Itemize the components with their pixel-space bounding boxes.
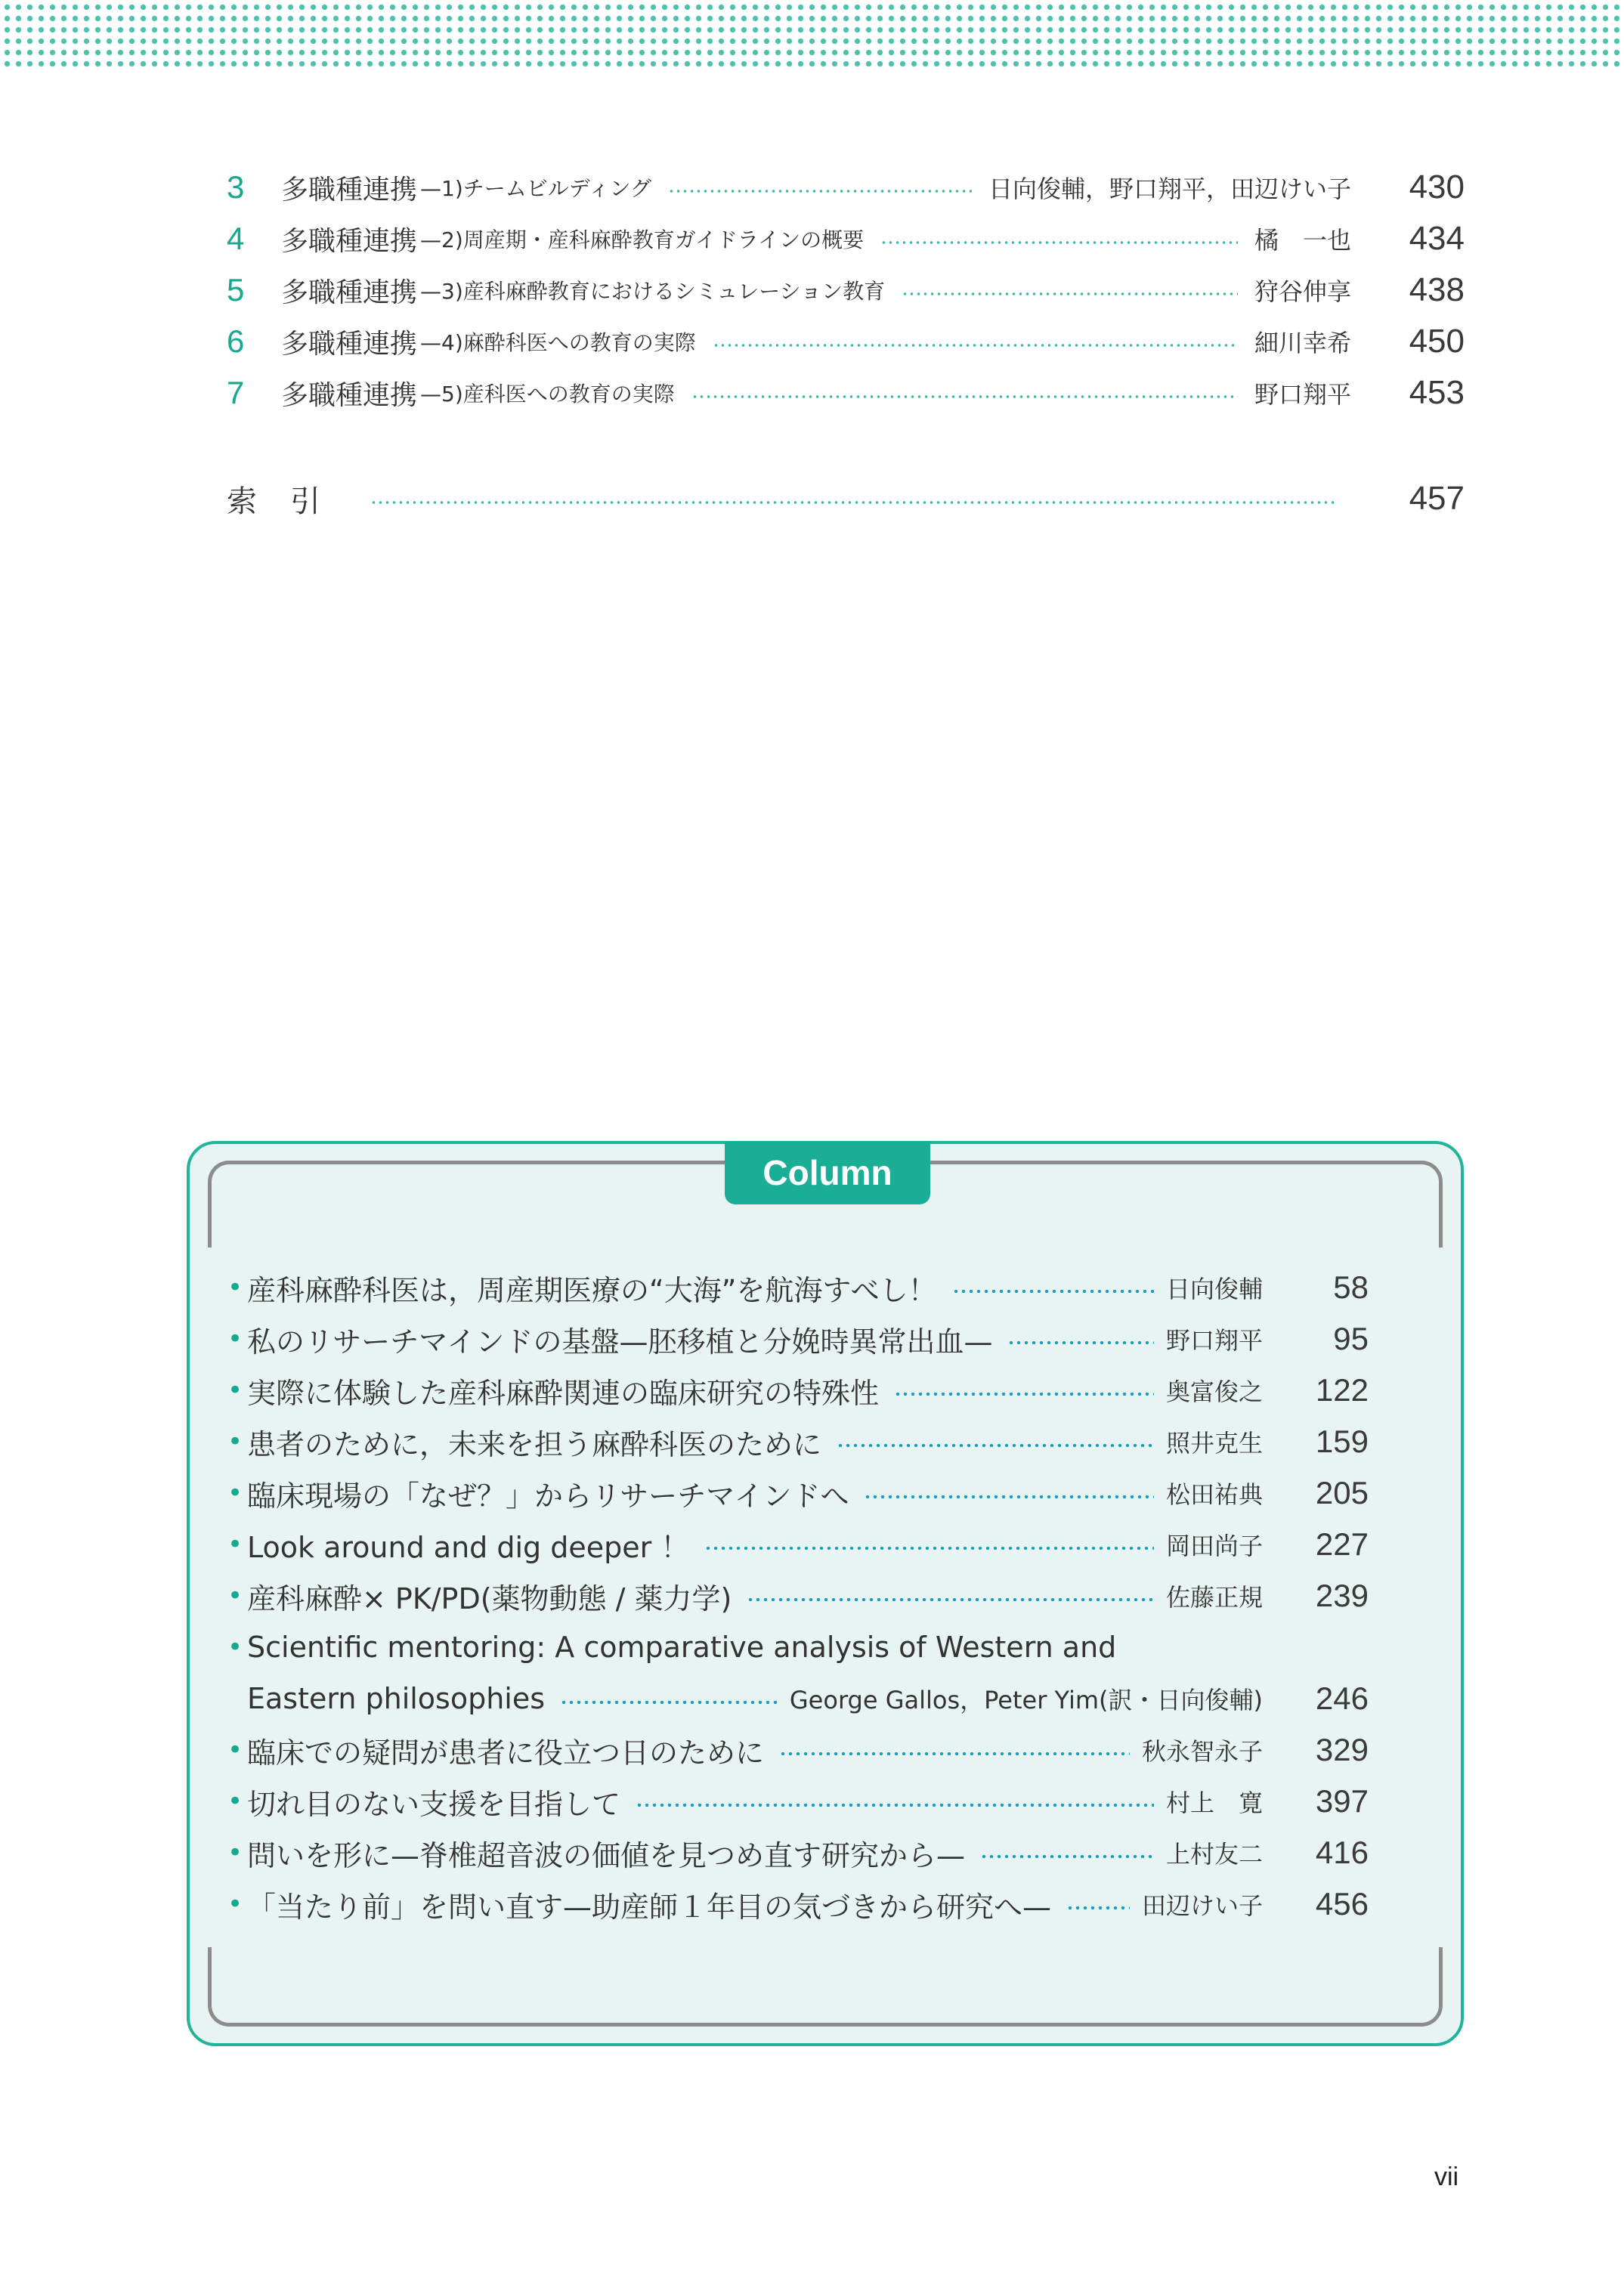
dot-leader [894, 1393, 1154, 1396]
bullet-icon: • [227, 1889, 243, 1919]
column-title: 実際に体験した産科麻酔関連の臨床研究の特殊性 [247, 1376, 880, 1410]
toc-row[interactable] [227, 264, 1465, 316]
column-page: 159 [1315, 1424, 1369, 1459]
chapter-number: 5 [227, 272, 245, 308]
column-author: 秋永智永子 [1141, 1737, 1263, 1766]
column-title: 問いを形に—脊椎超音波の価値を見つめ直す研究から— [247, 1838, 966, 1872]
dot-leader [864, 1495, 1154, 1498]
dot-leader [837, 1444, 1154, 1447]
bullet-icon: • [227, 1838, 243, 1868]
dot-leader [1066, 1906, 1130, 1909]
column-heading: Column [725, 1141, 930, 1204]
bullet-icon: • [227, 1272, 243, 1303]
dot-leader [370, 501, 1335, 504]
column-title: 産科麻酔× PK/PD(薬物動態 / 薬力学) [247, 1581, 732, 1615]
dot-leader [704, 1547, 1154, 1550]
column-author: 上村友二 [1165, 1840, 1263, 1869]
column-item-line2[interactable] [227, 1673, 1369, 1724]
toc-author: 狩谷伸享 [1254, 277, 1351, 306]
column-page: 227 [1315, 1526, 1369, 1562]
index-page: 457 [1409, 480, 1465, 517]
column-page: 239 [1315, 1578, 1369, 1613]
column-author: George Gallos，Peter Yim(訳・日向俊輔) [789, 1686, 1263, 1714]
toc-title: 多職種連携 [281, 174, 418, 206]
column-title: Scientific mentoring: A comparative analysis of Western and [247, 1631, 1117, 1664]
column-page: 205 [1315, 1475, 1369, 1510]
toc-subtitle: —4)麻酔科医への教育の実際 [420, 330, 696, 355]
bullet-icon: • [227, 1324, 243, 1354]
column-item[interactable] [227, 1827, 1369, 1878]
dot-leader [779, 1752, 1130, 1755]
dot-leader [636, 1804, 1154, 1807]
toc-title: 多職種連携 [281, 277, 418, 308]
toc-subtitle: —3)産科麻酔教育におけるシミュレーション教育 [420, 279, 886, 304]
dot-leader [980, 1855, 1154, 1858]
toc-title: 多職種連携 [281, 328, 418, 360]
toc-subtitle: —1)チームビルディング [420, 176, 651, 201]
bullet-icon: • [227, 1786, 243, 1816]
column-title: 臨床現場の「なぜ？」からリサーチマインドへ [247, 1479, 849, 1513]
bracket-bottom [208, 1947, 1443, 2027]
index-row[interactable] [227, 471, 1465, 526]
toc-title: 多職種連携 [281, 379, 418, 411]
dot-leader [713, 344, 1238, 347]
column-item[interactable] [227, 1365, 1369, 1416]
column-page: 95 [1333, 1321, 1369, 1356]
toc-author: 野口翔平 [1254, 380, 1351, 409]
column-page: 329 [1315, 1732, 1369, 1767]
column-author: 照井克生 [1165, 1429, 1263, 1458]
toc-row[interactable] [227, 213, 1465, 264]
column-title: 産科麻酔科医は，周産期医療の“大海”を航海すべし！ [247, 1273, 937, 1307]
toc-page: 438 [1409, 271, 1465, 308]
bullet-icon: • [227, 1735, 243, 1765]
dot-leader [747, 1598, 1154, 1601]
bullet-icon: • [227, 1632, 243, 1662]
column-author: 日向俊輔 [1165, 1275, 1263, 1303]
column-author: 田辺けい子 [1141, 1891, 1263, 1920]
column-item[interactable] [227, 1776, 1369, 1827]
column-title: Look around and dig deeper ！ [247, 1530, 690, 1564]
toc-author: 細川幸希 [1254, 329, 1351, 357]
column-page: 246 [1315, 1680, 1369, 1716]
column-page: 456 [1315, 1886, 1369, 1922]
bullet-icon: • [227, 1427, 243, 1457]
chapter-number: 3 [227, 169, 245, 205]
column-box [187, 1141, 1464, 2046]
dot-leader [902, 292, 1238, 295]
column-author: 松田祐典 [1165, 1480, 1263, 1509]
column-item-line1[interactable] [227, 1622, 1369, 1673]
dot-leader [952, 1290, 1154, 1293]
toc-author: 日向俊輔，野口翔平，田辺けい子 [988, 175, 1351, 203]
column-title: 「当たり前」を問い直す—助産師１年目の気づきから研究へ— [247, 1890, 1052, 1924]
bullet-icon: • [227, 1375, 243, 1405]
toc-page: 450 [1409, 323, 1465, 360]
dot-leader [691, 395, 1238, 398]
column-author: 野口翔平 [1165, 1326, 1263, 1355]
column-author: 岡田尚子 [1165, 1532, 1263, 1560]
column-title: 臨床での疑問が患者に役立つ日のために [247, 1736, 765, 1770]
column-item[interactable] [227, 1570, 1369, 1622]
column-item[interactable] [227, 1416, 1369, 1467]
dot-leader [668, 190, 972, 193]
dot-leader [1007, 1341, 1154, 1344]
dot-pattern-header [0, 0, 1624, 70]
column-author: 奥富俊之 [1165, 1377, 1263, 1406]
dot-leader [880, 241, 1238, 244]
column-title: 私のリサーチマインドの基盤—胚移植と分娩時異常出血— [247, 1325, 993, 1359]
column-item[interactable] [227, 1467, 1369, 1519]
column-item[interactable] [227, 1262, 1369, 1313]
column-item[interactable] [227, 1519, 1369, 1570]
column-author: 村上 寛 [1165, 1789, 1263, 1817]
toc-row[interactable] [227, 367, 1465, 419]
index-label: 索引 [227, 484, 354, 519]
chapter-number: 6 [227, 323, 245, 359]
toc-page: 453 [1409, 374, 1465, 411]
bullet-icon: • [227, 1581, 243, 1611]
column-title: 切れ目のない支援を目指して [247, 1787, 621, 1821]
column-list [227, 1262, 1369, 1930]
bullet-icon: • [227, 1529, 243, 1560]
column-title-continued: Eastern philosophies [247, 1682, 546, 1715]
page-number: vii [1434, 2163, 1459, 2191]
column-title: 患者のために，未来を担う麻酔科医のために [247, 1427, 822, 1461]
column-page: 58 [1333, 1269, 1369, 1305]
toc-subtitle: —5)産科医への教育の実際 [420, 382, 675, 407]
bullet-icon: • [227, 1478, 243, 1508]
table-of-contents [227, 162, 1465, 526]
toc-author: 橘 一也 [1254, 226, 1351, 255]
column-item[interactable] [227, 1878, 1369, 1930]
toc-title: 多職種連携 [281, 225, 418, 257]
column-page: 122 [1315, 1372, 1369, 1408]
column-item[interactable] [227, 1724, 1369, 1776]
toc-row[interactable] [227, 162, 1465, 213]
column-item[interactable] [227, 1313, 1369, 1365]
chapter-number: 7 [227, 375, 245, 410]
toc-page: 430 [1409, 169, 1465, 206]
column-author: 佐藤正規 [1165, 1583, 1263, 1612]
column-page: 416 [1315, 1835, 1369, 1870]
dot-leader [560, 1701, 778, 1704]
toc-subtitle: —2)周産期・産科麻酔教育ガイドラインの概要 [420, 227, 865, 252]
chapter-number: 4 [227, 221, 245, 256]
toc-page: 434 [1409, 220, 1465, 257]
toc-row[interactable] [227, 316, 1465, 367]
column-page: 397 [1315, 1783, 1369, 1819]
